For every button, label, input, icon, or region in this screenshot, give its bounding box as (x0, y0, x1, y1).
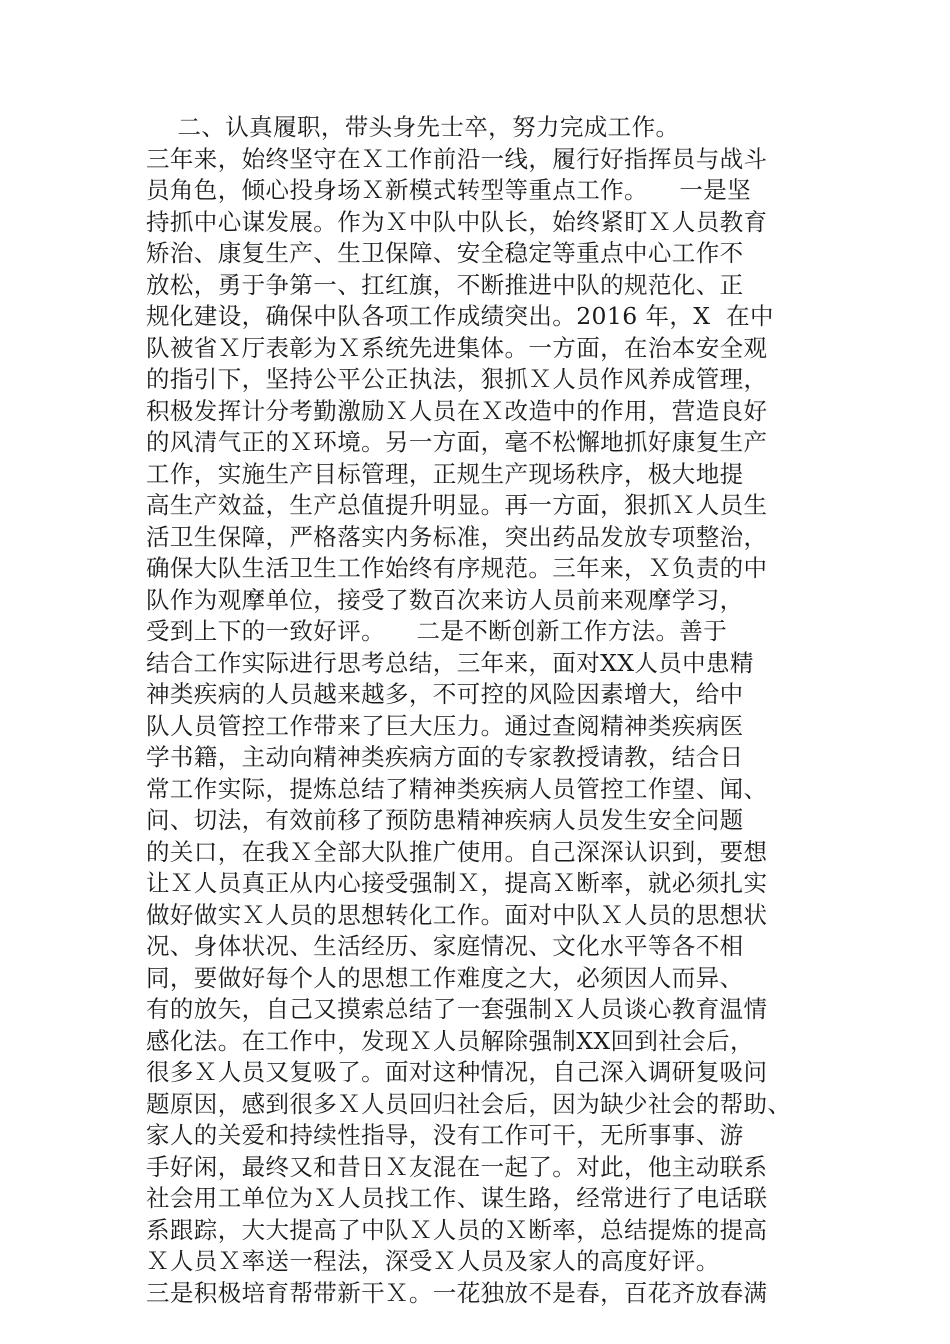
text-line-14: 活卫生保障，严格落实内务标准，突出药品发放专项整治， (146, 522, 768, 551)
text-line-15: 确保大队生活卫生工作始终有序规范。三年来，Ｘ负责的中 (146, 554, 768, 582)
text-line-22: 常工作实际，提炼总结了精神类疾病人员管控工作望、闻、 (146, 774, 768, 803)
text-line-5: 矫治、康复生产、生卫保障、安全稳定等重点中心工作不 (146, 239, 744, 267)
text-line-7: 规化建设，确保中队各项工作成绩突出。2016 年，X 在中 (146, 302, 774, 330)
text-line-6: 放松，勇于争第一、扛红旗，不断推进中队的规范化、正 (146, 270, 744, 299)
text-line-11: 的风清气正的Ｘ环境。另一方面，毫不松懈地抓好康复生产 (146, 428, 768, 456)
text-line-28: 同，要做好每个人的思想工作难度之大，必须因人而异、 (146, 963, 744, 992)
text-line-33: 家人的关爱和持续性指导，没有工作可干，无所事事、游 (146, 1121, 744, 1149)
text-line-38: 三是积极培育帮带新干Ｘ。一花独放不是春，百花齐放春满 (146, 1278, 768, 1307)
text-line-2: 三年来，始终坚守在Ｘ工作前沿一线，履行好指挥员与战斗 (146, 144, 768, 173)
text-line-13: 高生产效益，生产总值提升明显。再一方面，狠抓Ｘ人员生 (146, 491, 768, 519)
text-line-32: 题原因，感到很多Ｘ人员回归社会后，因为缺少社会的帮助、 (146, 1089, 792, 1118)
text-line-1: 二、认真履职，带头身先士卒，努力完成工作。 (146, 113, 680, 141)
text-line-23: 问、切法，有效前移了预防患精神疾病人员发生安全问题 (146, 806, 744, 834)
text-line-25: 让Ｘ人员真正从内心接受强制Ｘ，提高Ｘ断率，就必须扎实 (146, 869, 768, 897)
text-line-31: 很多Ｘ人员又复吸了。面对这种情况，自己深入调研复吸问 (146, 1058, 768, 1086)
body-text (146, 112, 846, 1309)
text-line-19: 神类疾病的人员越来越多，不可控的风险因素增大，给中 (146, 680, 744, 708)
text-line-17: 受到上下的一致好评。 二是不断创新工作方法。善于 (146, 617, 728, 645)
text-line-26: 做好做实Ｘ人员的思想转化工作。面对中队Ｘ人员的思想状 (146, 900, 768, 929)
text-line-27: 况、身体状况、生活经历、家庭情况、文化水平等各不相 (146, 932, 744, 960)
text-line-16: 队作为观摩单位，接受了数百次来访人员前来观摩学习， (146, 585, 744, 614)
text-line-24: 的关口，在我Ｘ全部大队推广使用。自己深深认识到，要想 (146, 837, 768, 866)
text-line-30: 感化法。在工作中，发现Ｘ人员解除强制XX回到社会后， (146, 1026, 754, 1055)
text-line-34: 手好闲，最终又和昔日Ｘ友混在一起了。对此，他主动联系 (146, 1152, 768, 1181)
text-line-21: 学书籍，主动向精神类疾病方面的专家教授请教，结合日 (146, 743, 744, 771)
text-line-3: 员角色，倾心投身场Ｘ新模式转型等重点工作。 一是坚 (146, 176, 752, 204)
text-line-36: 系跟踪，大大提高了中队Ｘ人员的Ｘ断率，总结提炼的提高 (146, 1215, 768, 1244)
text-line-10: 积极发挥计分考勤激励Ｘ人员在Ｘ改造中的作用，营造良好 (146, 396, 768, 425)
text-line-8: 队被省Ｘ厅表彰为Ｘ系统先进集体。一方面，在治本安全观 (146, 333, 768, 362)
text-line-29: 有的放矢，自己又摸索总结了一套强制Ｘ人员谈心教育温情 (146, 995, 768, 1023)
text-line-37: Ｘ人员Ｘ率送一程法，深受Ｘ人员及家人的高度好评。 (146, 1247, 720, 1275)
text-line-18: 结合工作实际进行思考总结，三年来，面对XX人员中患精 (146, 648, 754, 677)
text-line-20: 队人员管控工作带来了巨大压力。通过查阅精神类疾病医 (146, 711, 744, 740)
text-line-9: 的指引下，坚持公平公正执法，狠抓Ｘ人员作风养成管理， (146, 365, 768, 393)
text-line-12: 工作，实施生产目标管理，正规生产现场秩序，极大地提 (146, 459, 744, 488)
text-line-35: 社会用工单位为Ｘ人员找工作、谋生路，经常进行了电话联 (146, 1184, 768, 1212)
text-line-4: 持抓中心谋发展。作为Ｘ中队中队长，始终紧盯Ｘ人员教育 (146, 207, 768, 236)
